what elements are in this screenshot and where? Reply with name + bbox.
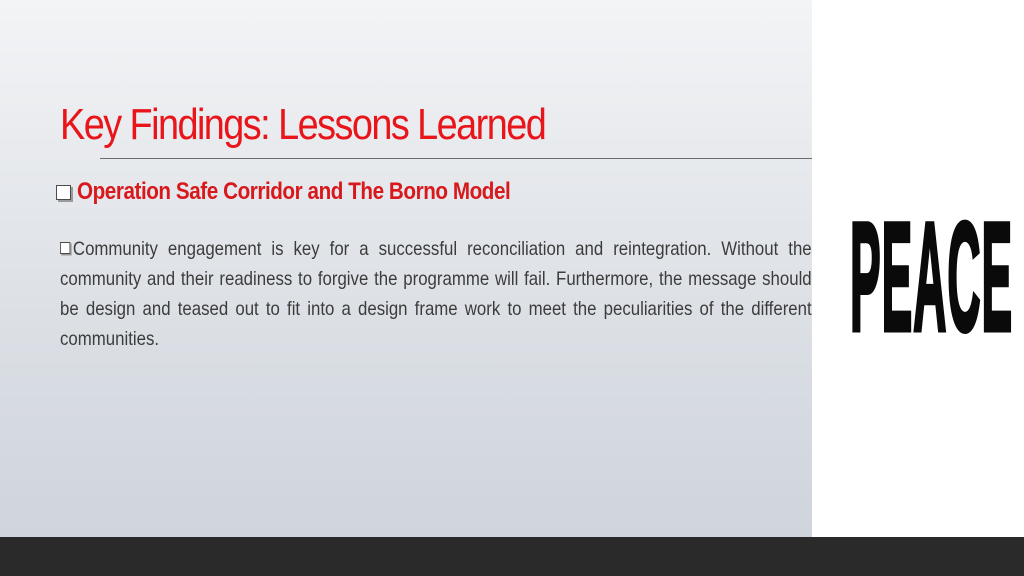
subheading-row [56,178,581,206]
square-bullet-icon [60,242,70,254]
body-paragraph [60,234,812,354]
title-divider [100,158,812,159]
peace-word: PEACE [850,190,1014,365]
body-text-block [60,234,812,354]
bottom-bar [0,537,1024,576]
body-text: Community engagement is key for a successful reconciliation and reintegration. Without the community and their readiness to forgive the programme will fail. Furthermore, the message should be design and teased out to fit into a design frame work to meet the peculiarities of the different communities. [60,238,812,350]
square-bullet-icon [56,185,71,200]
subheading: Operation Safe Corridor and The Borno Model [77,178,511,205]
slide-title: Key Findings: Lessons Learned [60,100,546,149]
peace-image [850,190,1014,365]
